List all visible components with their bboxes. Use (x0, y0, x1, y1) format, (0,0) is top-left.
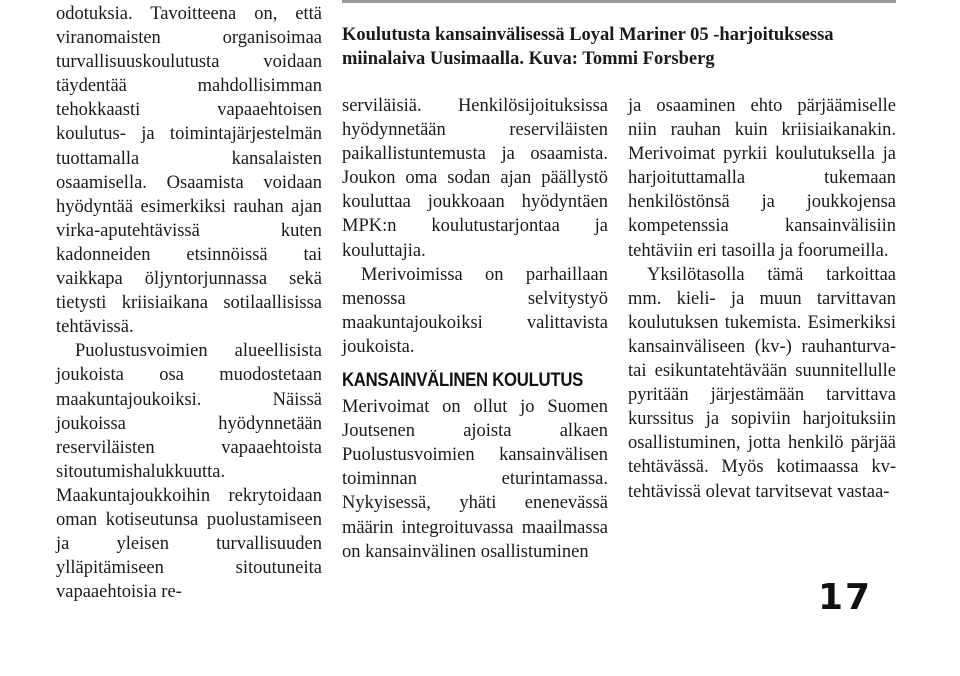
body-paragraph: serviläisiä. Henkilösijoituksissa hyödynnetään reserviläisten paikallistuntemusta ja osaamista. Joukon oma sodan ajan päällystö kouluttaa joukkoaan hyödyntäen MPK:n koulutustarjontaa ja kouluttajia. (342, 96, 608, 261)
text-column-3 (628, 94, 896, 504)
caption-top-rule (342, 0, 896, 3)
text-column-1 (56, 2, 322, 604)
body-paragraph: Yksilötasolla tämä tarkoittaa mm. kieli- ja muun tarvittavan koulutuksen tukemista. Esimerkiksi kansainväliseen (kv-) rauhanturva- tai esikuntatehtävään suunnitellulle pyritään järjestämään tarvittava kurssitus ja sopiviin harjoituksiin osallistuminen, jotta henkilö pärjää tehtävässä. Myös kotimaassa kv-tehtävissä olevat tarvitsevat vastaa- (628, 264, 896, 502)
body-paragraph: Puolustusvoimien alueellisista joukoista osa muodostetaan maakuntajoukoiksi. Näissä joukoissa hyödynnetään reserviläisten vapaaehtoista sitoutumishalukkuutta. Maakuntajoukkoihin rekrytoidaan oman kotiseutunsa puolustamiseen ja yleisen turvallisuuden ylläpitämiseen sitoutuneita vapaaehtoisia re- (56, 341, 322, 603)
page-number: 17 (818, 577, 873, 618)
section-heading: KANSAINVÄLINEN KOULUTUS (342, 370, 584, 392)
body-paragraph: odotuksia. Tavoitteena on, että viranomaisten organisoimaa turvallisuuskoulutusta voidaan täydentää mahdollisimman tehokkaasti vapaaehtoisen koulutus- ja toimintajärjestelmän tuottamalla kansalaisten osaamisella. Osaamista voidaan hyödyntää esimerkiksi rauhan ajan virka-aputehtävissä kuten kadonneiden etsinnöissä tai vaikkapa öljyntorjunnassa sekä tietysti kriisiaikana sotilaallisissa tehtävissä. (56, 4, 322, 338)
text-column-2 (342, 94, 608, 564)
photo-caption: Koulutusta kansainvälisessä Loyal Mariner 05 -harjoituksessa miinalaiva Uusimaalla. Kuva: Tommi Forsberg (342, 25, 834, 69)
body-paragraph: ja osaaminen ehto pärjäämiselle niin rauhan kuin kriisiaikanakin. Merivoimat pyrkii koulutuksella ja harjoituttamalla tukemaan henkilöstönsä ja joukkojensa kompetenssia kansainvälisiin tehtäviin eri tasoilla ja foorumeilla. (628, 96, 896, 261)
body-paragraph: Merivoimat on ollut jo Suomen Joutsenen ajoista alkaen Puolustusvoimien kansainvälisen toiminnan eturintamassa. Nykyisessä, yhäti enenevässä määrin integroituvassa maailmassa on kansainvälinen osallistuminen (342, 397, 608, 562)
body-paragraph: Merivoimissa on parhaillaan menossa selvitystyö maakuntajoukoiksi valittavista joukoista. (342, 264, 608, 357)
